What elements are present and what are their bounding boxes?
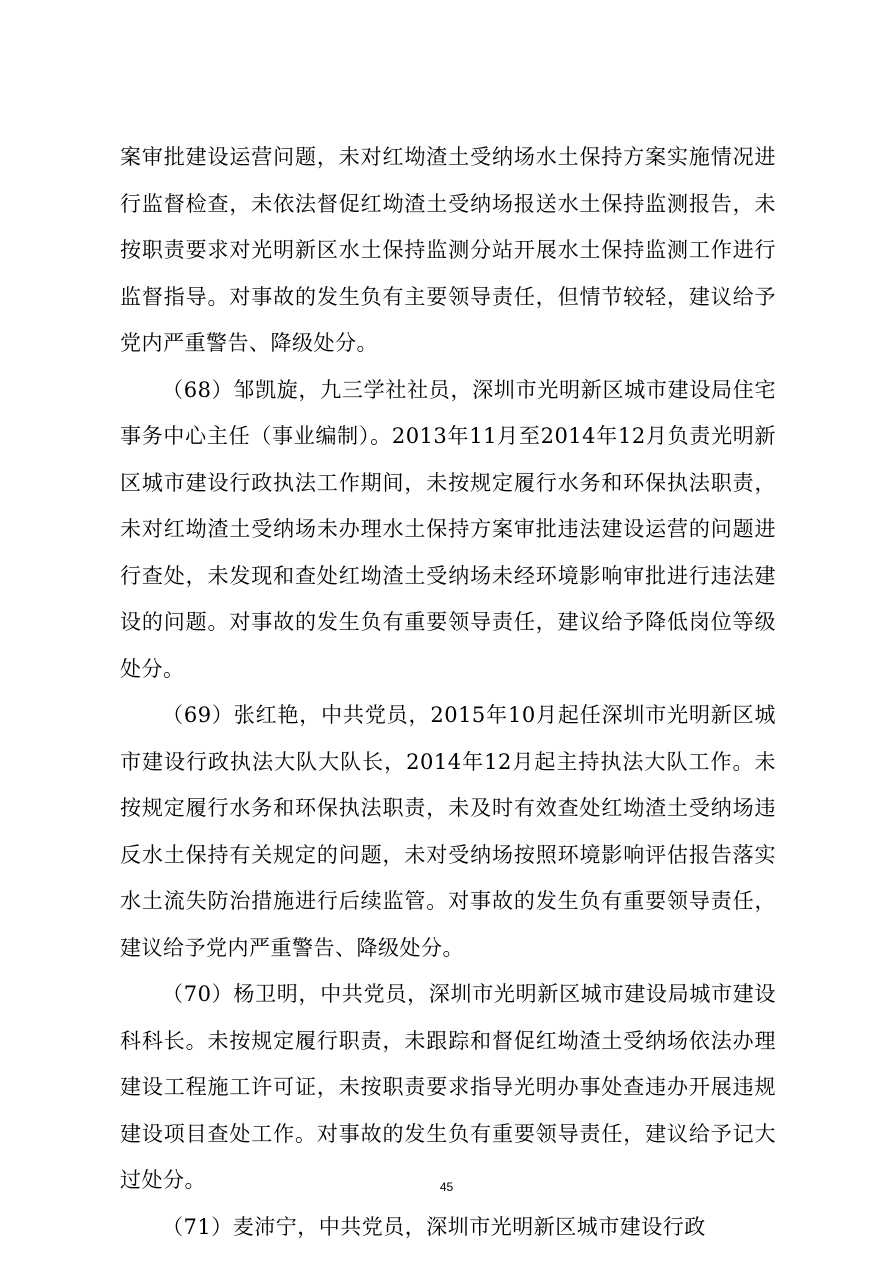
paragraph-item-71: （71）麦沛宁，中共党员，深圳市光明新区城市建设行政: [162, 1214, 706, 1239]
page-number: 45: [439, 1180, 454, 1194]
body-text: [120, 134, 776, 1250]
paragraph-continuation: 案审批建设运营问题，未对红坳渣土受纳场水土保持方案实施情况进行监督检查，未依法督促红坳渣土受纳场报送水土保持监测报告，未按职责要求对光明新区水土保持监测分站开展水土保持监测工作进行监督指导。对事故的发生负有主要领导责任，但情节较轻，建议给予党内严重警告、降级处分。: [120, 145, 776, 355]
paragraph-item-70: （70）杨卫明，中共党员，深圳市光明新区城市建设局城市建设科科长。未按规定履行职责，未跟踪和督促红坳渣土受纳场依法办理建设工程施工许可证，未按职责要求指导光明办事处查违办开展违规建设项目查处工作。对事故的发生负有重要领导责任，建议给予记大过处分。: [120, 982, 776, 1192]
paragraph-item-69: （69）张红艳，中共党员，2015年10月起任深圳市光明新区城市建设行政执法大队大队长，2014年12月起主持执法大队工作。未按规定履行水务和环保执法职责，未及时有效查处红坳渣土受纳场违反水土保持有关规定的问题，未对受纳场按照环境影响评估报告落实水土流失防治措施进行后续监管。对事故的发生负有重要领导责任，建议给予党内严重警告、降级处分。: [120, 703, 776, 960]
paragraph-item-68: （68）邹凯旋，九三学社社员，深圳市光明新区城市建设局住宅事务中心主任（事业编制）。2013年11月至2014年12月负责光明新区城市建设行政执法工作期间，未按规定履行水务和环保执法职责，未对红坳渣土受纳场未办理水土保持方案审批违法建设运营的问题进行查处，未发现和查处红坳渣土受纳场未经环境影响审批进行违法建设的问题。对事故的发生负有重要领导责任，建议给予降低岗位等级处分。: [120, 377, 776, 681]
